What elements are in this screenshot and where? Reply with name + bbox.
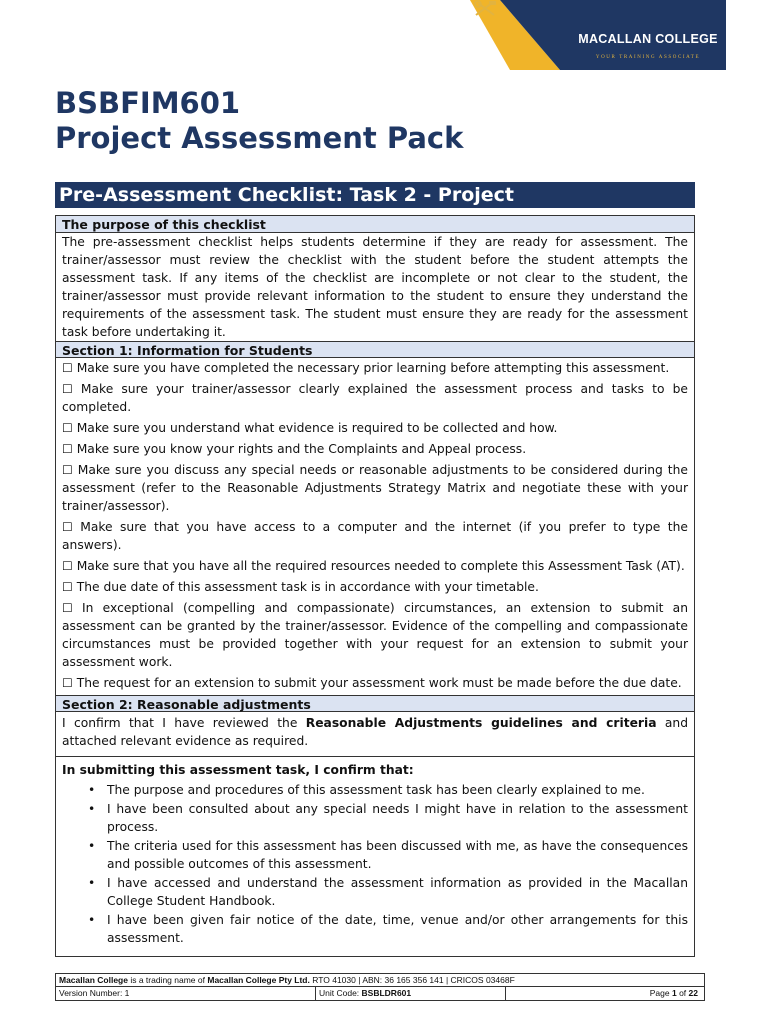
section-heading-bar: Pre-Assessment Checklist: Task 2 - Project bbox=[55, 182, 695, 208]
checkbox-icon[interactable]: ☐ bbox=[62, 580, 73, 594]
footer-unit-label: Unit Code: bbox=[319, 988, 362, 998]
section1-heading: Section 1: Information for Students bbox=[56, 341, 694, 358]
checklist-item bbox=[56, 440, 694, 458]
purpose-heading: The purpose of this checklist bbox=[56, 216, 694, 233]
footer-trading-text: is a trading name of bbox=[127, 975, 208, 985]
checkbox-icon[interactable]: ☐ bbox=[62, 601, 73, 615]
footer-page-current: 1 bbox=[671, 988, 677, 998]
checklist-item-text: In exceptional (compelling and compassionate) circumstances, an extension to submit an assessment can be granted by the trainer/assessor. Evidence of the compelling and compassionate circumstances must be provided together with your request for an extension to submit your assessment work. bbox=[62, 601, 688, 669]
page-footer bbox=[55, 973, 705, 1001]
ra-text-part: I confirm that I have reviewed the bbox=[62, 716, 306, 730]
section1-checklist bbox=[56, 359, 694, 692]
confirmation-list bbox=[62, 781, 688, 947]
checklist-item-text: Make sure that you have access to a computer and the internet (if you prefer to type the answers). bbox=[62, 520, 688, 552]
college-logo-banner bbox=[470, 0, 726, 70]
confirmation-item: • I have accessed and understand the assessment information as provided in the Macallan College Student Handbook. bbox=[86, 874, 688, 910]
checkbox-icon[interactable]: ☐ bbox=[62, 421, 73, 435]
checkbox-icon[interactable]: ☐ bbox=[62, 676, 73, 690]
checkbox-icon[interactable]: ☐ bbox=[62, 463, 73, 477]
confirmation-block bbox=[56, 757, 694, 956]
checklist-item-text: Make sure you discuss any special needs or reasonable adjustments to be considered during the assessment (refer to the Reasonable Adjustments Strategy Matrix and negotiate these with your trainer/assessor). bbox=[62, 463, 688, 513]
checkbox-icon[interactable]: ☐ bbox=[62, 382, 73, 396]
confirmation-item: • I have been given fair notice of the date, time, venue and/or other arrangements for this assessment. bbox=[86, 911, 688, 947]
crossed-tools-icon bbox=[470, 0, 500, 16]
unit-code-title: BSBFIM601 bbox=[55, 86, 241, 120]
ra-guidelines-bold: Reasonable Adjustments guidelines and criteria bbox=[305, 716, 657, 730]
checkbox-icon[interactable]: ☐ bbox=[62, 442, 73, 456]
footer-company-full: Macallan College Pty Ltd. bbox=[207, 975, 310, 985]
checklist-item bbox=[56, 359, 694, 377]
pack-title: Project Assessment Pack bbox=[55, 121, 464, 155]
checklist-item bbox=[56, 518, 694, 554]
confirmation-item: • The criteria used for this assessment has been discussed with me, as have the consequences and possible outcomes of this assessment. bbox=[86, 837, 688, 873]
checklist-item-text: Make sure that you have all the required resources needed to complete this Assessment Task (AT). bbox=[76, 559, 685, 573]
footer-page-number bbox=[506, 987, 704, 1000]
checklist-item-text: Make sure you have completed the necessary prior learning before attempting this assessment. bbox=[76, 361, 670, 375]
logo-tagline: YOUR TRAINING ASSOCIATE bbox=[595, 55, 701, 60]
page-title bbox=[55, 86, 463, 156]
ra-text-part: and attached relevant evidence as required. bbox=[62, 716, 689, 748]
checklist-item bbox=[56, 419, 694, 437]
checklist-item bbox=[56, 578, 694, 596]
checklist-item bbox=[56, 380, 694, 416]
footer-unit bbox=[316, 987, 506, 1000]
checkbox-icon[interactable]: ☐ bbox=[62, 559, 73, 573]
footer-registration-numbers: RTO 41030 | ABN: 36 165 356 141 | CRICOS 03468F bbox=[309, 975, 515, 985]
checklist-item-text: The request for an extension to submit your assessment work must be made before the due date. bbox=[76, 676, 682, 690]
checklist-item-text: Make sure your trainer/assessor clearly explained the assessment process and tasks to be completed. bbox=[62, 382, 688, 414]
footer-version: Version Number: 1 bbox=[56, 987, 316, 1000]
confirmation-item: • I have been consulted about any special needs I might have in relation to the assessment process. bbox=[86, 800, 688, 836]
section2-heading: Section 2: Reasonable adjustments bbox=[56, 695, 694, 712]
purpose-text: The pre-assessment checklist helps students determine if they are ready for assessment. The trainer/assessor must review the checklist with the student before the student attempts the assessment task. If any items of the checklist are incomplete or not clear to the student, the trainer/assessor must provide relevant information to the student to ensure they understand the requirements of the assessment task. The student must ensure they are ready for the assessment task before undertaking it. bbox=[62, 235, 688, 339]
checklist-item-text: The due date of this assessment task is in accordance with your timetable. bbox=[76, 580, 539, 594]
footer-page-total: 22 bbox=[688, 988, 698, 998]
checkbox-icon[interactable]: ☐ bbox=[62, 361, 73, 375]
checklist-item bbox=[56, 599, 694, 671]
confirmation-item: • The purpose and procedures of this assessment task has been clearly explained to me. bbox=[86, 781, 688, 799]
checklist-table bbox=[55, 215, 695, 957]
footer-company: Macallan College bbox=[59, 975, 128, 985]
checkbox-icon[interactable]: ☐ bbox=[62, 520, 73, 534]
checklist-item bbox=[56, 461, 694, 515]
footer-unit-code: BSBLDR601 bbox=[361, 988, 412, 998]
checklist-item bbox=[56, 557, 694, 575]
checklist-item-text: Make sure you understand what evidence is required to be collected and how. bbox=[76, 421, 558, 435]
footer-meta-row bbox=[56, 987, 704, 1000]
logo-name: MACALLAN COLLEGE bbox=[578, 32, 718, 46]
footer-page-of: of bbox=[676, 988, 689, 998]
footer-page-label: Page bbox=[649, 988, 672, 998]
confirmation-heading: In submitting this assessment task, I confirm that: bbox=[62, 763, 414, 777]
checklist-item bbox=[56, 674, 694, 692]
reasonable-adjustments-text bbox=[56, 712, 694, 757]
footer-registration bbox=[56, 974, 704, 987]
checklist-item-text: Make sure you know your rights and the Complaints and Appeal process. bbox=[76, 442, 527, 456]
